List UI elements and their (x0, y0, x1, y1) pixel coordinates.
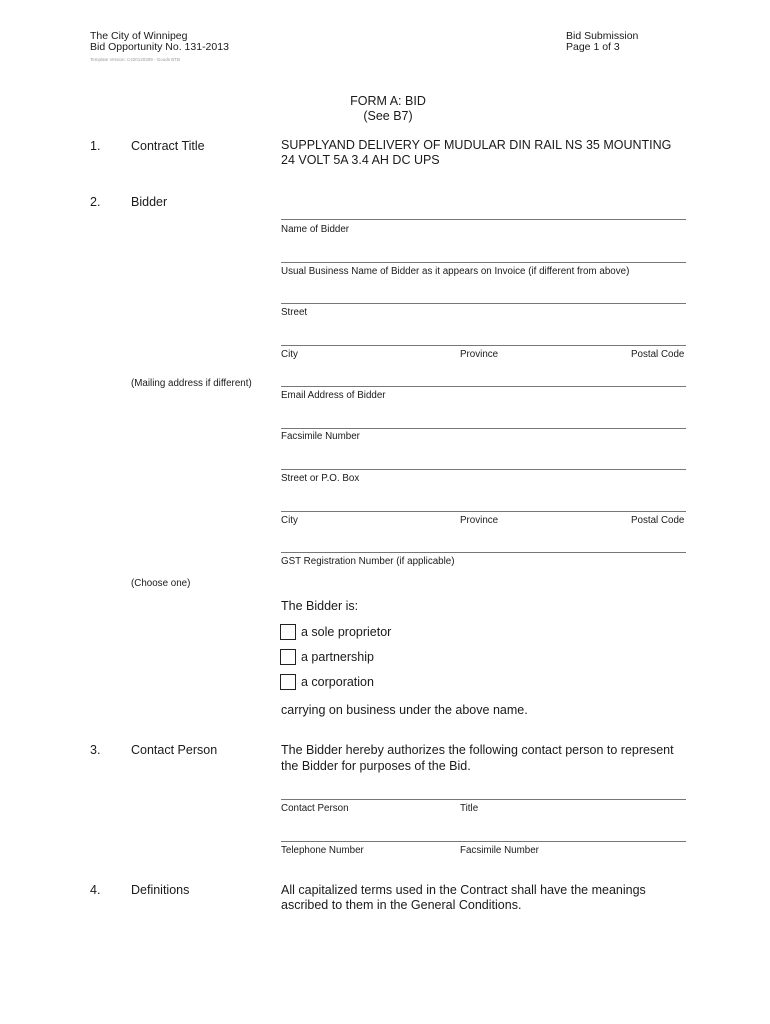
definitions-line-2: ascribed to them in the General Conditions. (281, 898, 522, 912)
city-2-line[interactable] (281, 511, 686, 512)
section-4-number: 4. (90, 883, 101, 897)
telephone-caption: Telephone Number (281, 845, 364, 856)
mailing-address-note: (Mailing address if different) (131, 378, 252, 389)
form-title: FORM A: BID (350, 94, 426, 108)
contact-fax-caption: Facsimile Number (460, 845, 539, 856)
contact-person-caption: Contact Person (281, 803, 349, 814)
section-2-number: 2. (90, 195, 101, 209)
street-line[interactable] (281, 303, 686, 304)
section-1-number: 1. (90, 139, 101, 153)
bidder-name-caption: Name of Bidder (281, 224, 350, 235)
province-2-caption: Province (460, 515, 499, 526)
street-caption: Street (281, 307, 308, 318)
email-caption: Email Address of Bidder (281, 390, 386, 401)
section-2-label: Bidder (131, 195, 168, 209)
fax-line[interactable] (281, 428, 686, 429)
postal-code-2-caption: Postal Code (631, 515, 685, 526)
corporation-checkbox[interactable] (280, 674, 296, 690)
definitions-line-1: All capitalized terms used in the Contract shall have the meanings (281, 883, 646, 897)
bidder-name-line[interactable] (281, 219, 686, 220)
header-page-number: Page 1 of 3 (566, 41, 620, 53)
partnership-label: a partnership (301, 650, 374, 664)
contact-authorization-line-2: the Bidder for purposes of the Bid. (281, 759, 471, 773)
bidder-is-label: The Bidder is: (281, 599, 359, 613)
form-subtitle: (See B7) (363, 109, 413, 123)
header-doc-title: Bid Submission (566, 30, 639, 42)
header-org: The City of Winnipeg (90, 30, 188, 42)
street-po-line[interactable] (281, 469, 686, 470)
carrying-on-business-text: carrying on business under the above name. (281, 703, 528, 717)
email-line[interactable] (281, 386, 686, 387)
gst-line[interactable] (281, 552, 686, 553)
contact-title-caption: Title (460, 803, 479, 814)
partnership-checkbox[interactable] (280, 649, 296, 665)
telephone-line[interactable] (281, 841, 686, 842)
street-po-caption: Street or P.O. Box (281, 473, 360, 484)
business-name-line[interactable] (281, 262, 686, 263)
business-name-caption: Usual Business Name of Bidder as it appears on Invoice (if different from above) (281, 266, 630, 277)
section-3-label: Contact Person (131, 743, 218, 757)
city-caption: City (281, 349, 298, 360)
section-4-label: Definitions (131, 883, 190, 897)
city-line[interactable] (281, 345, 686, 346)
sole-proprietor-label: a sole proprietor (301, 625, 392, 639)
contact-authorization-line-1: The Bidder hereby authorizes the following contact person to represent (281, 743, 674, 757)
sole-proprietor-checkbox[interactable] (280, 624, 296, 640)
section-3-number: 3. (90, 743, 101, 757)
contact-person-line[interactable] (281, 799, 686, 800)
fax-caption: Facsimile Number (281, 431, 360, 442)
section-1-label: Contract Title (131, 139, 205, 153)
postal-code-caption: Postal Code (631, 349, 685, 360)
corporation-label: a corporation (301, 675, 374, 689)
province-caption: Province (460, 349, 499, 360)
template-version: Template Version: C420120309 - Goods BTB (90, 57, 181, 62)
city-2-caption: City (281, 515, 298, 526)
contract-title-line-1: SUPPLYAND DELIVERY OF MUDULAR DIN RAIL NS 35 MOUNTING (281, 138, 672, 152)
contract-title-line-2: 24 VOLT 5A 3.4 AH DC UPS (281, 153, 440, 167)
gst-caption: GST Registration Number (if applicable) (281, 556, 455, 567)
header-bid-number: Bid Opportunity No. 131-2013 (90, 41, 229, 53)
choose-one-note: (Choose one) (131, 578, 191, 589)
